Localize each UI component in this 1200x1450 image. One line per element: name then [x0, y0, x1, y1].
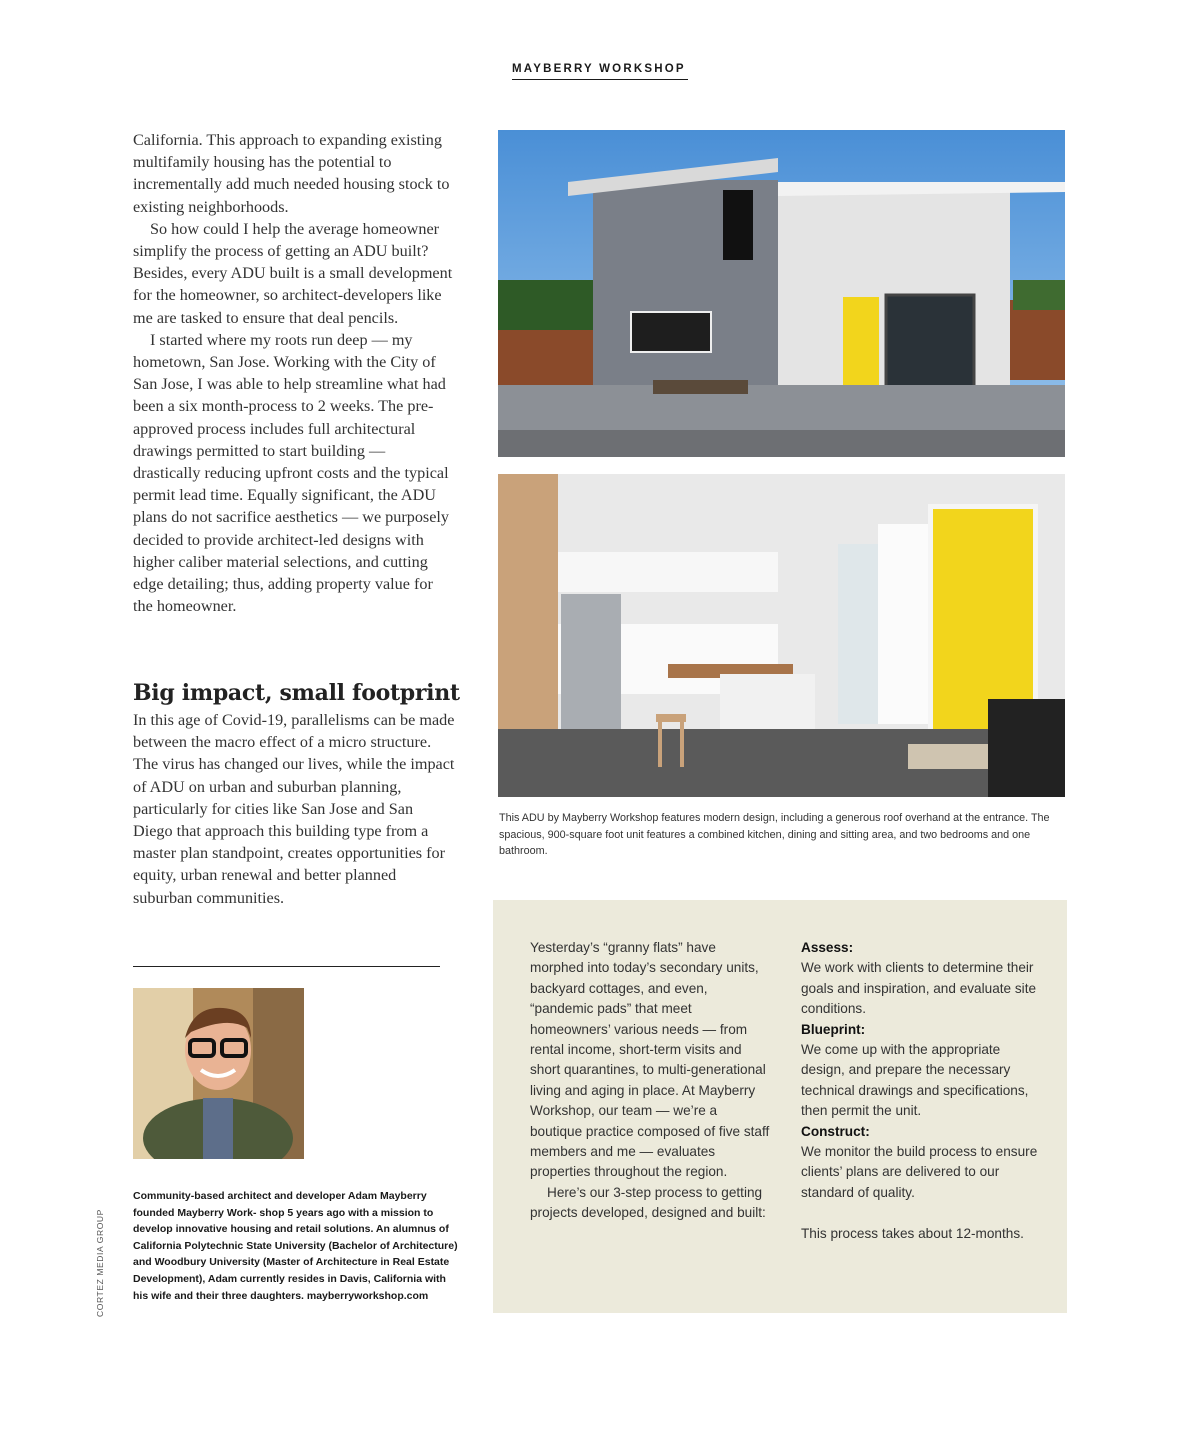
- step-title: Construct:: [801, 1123, 870, 1139]
- step-text: We work with clients to determine their goals and inspiration, and evaluate site conditions.: [801, 960, 1037, 1017]
- article-body: [133, 129, 455, 617]
- photo-caption: This ADU by Mayberry Workshop features modern design, including a generous roof overhand at the entrance. The spacious, 900-square foot unit features a combined kitchen, dining and sitting area, and two bedrooms and one bathroom.: [499, 812, 1050, 857]
- sidebar-steps: [801, 938, 1041, 1244]
- page-header: MAYBERRY WORKSHOP: [512, 63, 688, 80]
- interior-photo: [498, 474, 1065, 797]
- step-title: Blueprint:: [801, 1021, 866, 1037]
- body-paragraph: In this age of Covid-19, parallelisms can be made between the macro effect of a micro structure. The virus has changed our lives, while the impact of ADU on urban and suburban planning, particularly for cities like San Jose and San Diego that approach this building type from a master plan standpoint, creates opportunities for equity, urban renewal and better planned suburban communities.: [133, 711, 455, 907]
- sidebar-closing: This process takes about 12-months.: [801, 1225, 1024, 1241]
- process-sidebar: [493, 900, 1067, 1313]
- body-paragraph: So how could I help the average homeowner simplify the process of getting an ADU built? Besides, every ADU built is a small development for the homeowner, so architect-developers like me are tasked to ensure that deal pencils.: [133, 219, 453, 327]
- sidebar-intro: [530, 938, 770, 1224]
- portrait-photo: [133, 988, 304, 1159]
- section-body: [133, 709, 455, 909]
- section-heading: Big impact, small footprint: [133, 680, 460, 706]
- sidebar-paragraph: Here’s our 3-step process to getting projects developed, designed and built:: [530, 1184, 766, 1221]
- sidebar-paragraph: Yesterday’s “granny flats” have morphed into today’s secondary units, backyard cottages, and even, “pandemic pads” that meet homeowners’ various needs — from rental income, short-term visits and short quarantines, to multi-generational living and aging in place. At Mayberry Workshop, our team — we’re a boutique practice composed of five staff members and me — evaluates properties throughout the region.: [530, 940, 770, 1180]
- body-paragraph: California. This approach to expanding existing multifamily housing has the potential to incrementally add much needed housing stock to existing neighborhoods.: [133, 131, 450, 216]
- exterior-photo: [498, 130, 1065, 457]
- divider: [133, 966, 440, 967]
- body-paragraph: I started where my roots run deep — my hometown, San Jose. Working with the City of San Jose, I was able to help streamline what had been a six month-process to 2 weeks. The pre-approved process includes full architectural drawings permitted to start building — drastically reducing upfront costs and the typical permit lead time. Equally significant, the ADU plans do not sacrifice aesthetics — we purposely decided to provide architect-led designs with higher caliber material selections, and cutting edge detailing; thus, adding property value for the homeowner.: [133, 330, 450, 616]
- step-text: We come up with the appropriate design, and prepare the necessary technical drawings and specifications, then permit the unit.: [801, 1042, 1029, 1119]
- author-bio: Community-based architect and developer Adam Mayberry founded Mayberry Work- shop 5 years ago with a mission to develop innovative housing and retail solutions. An alumnus of California Polytechnic State University (Bachelor of Architecture) and Woodbury University (Master of Architecture in Real Estate Development), Adam currently resides in Davis, California with his wife and their three daughters. mayberryworkshop.com: [133, 1190, 458, 1302]
- step-title: Assess:: [801, 940, 854, 955]
- photo-credit: CORTEZ MEDIA GROUP: [95, 1209, 105, 1317]
- step-text: We monitor the build process to ensure clients’ plans are delivered to our standard of quality.: [801, 1144, 1038, 1200]
